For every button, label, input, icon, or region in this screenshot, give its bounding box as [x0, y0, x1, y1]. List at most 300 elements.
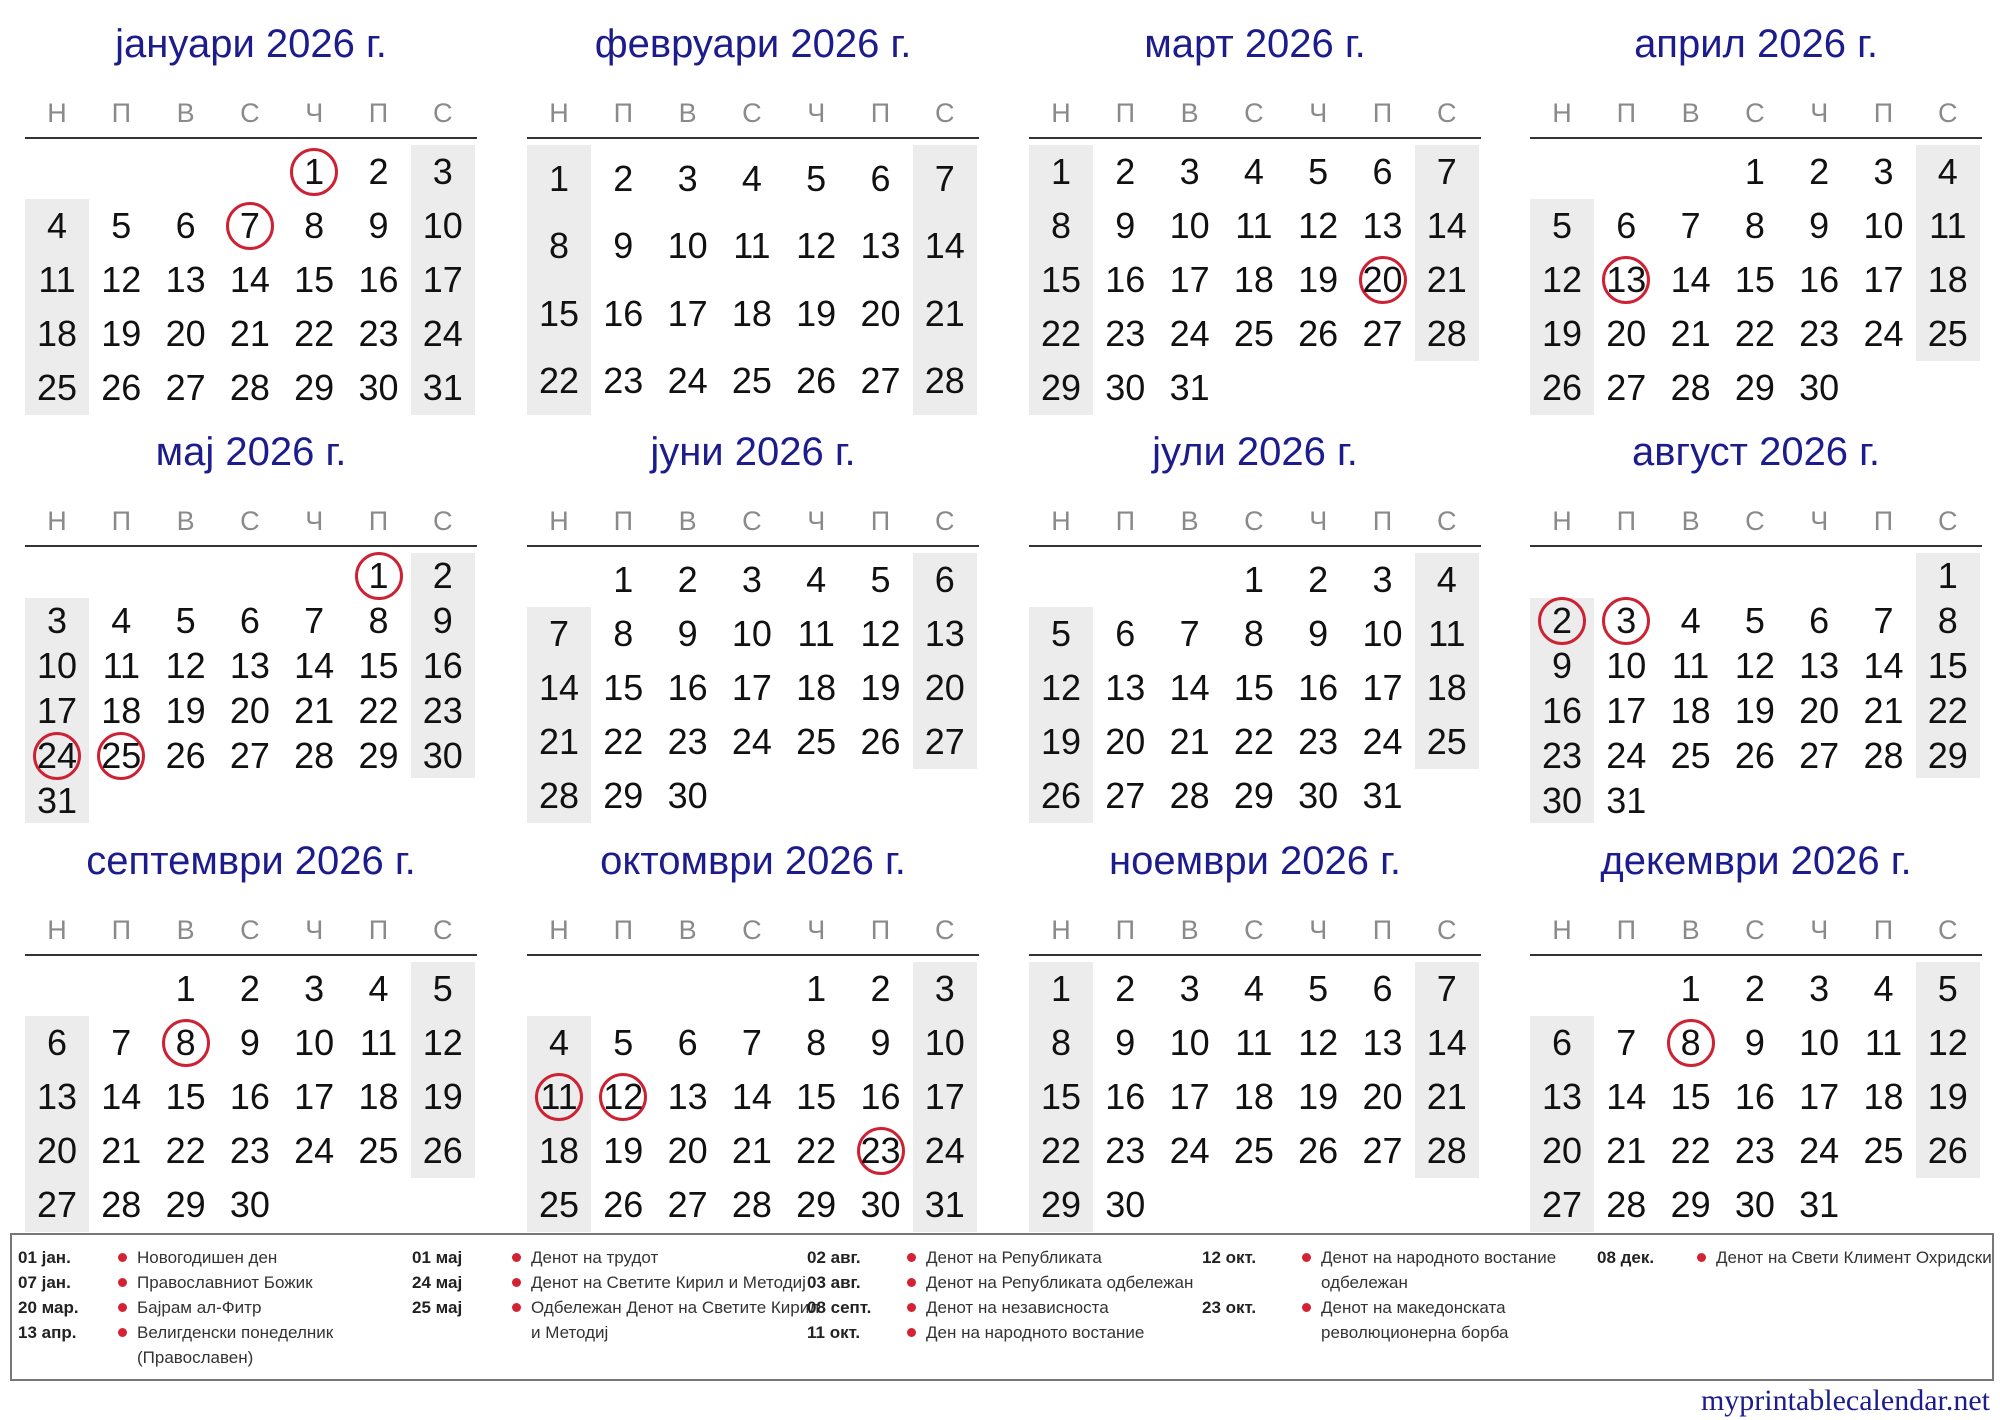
weekday-label: Ч: [1810, 915, 1829, 945]
weekday-label: С: [1938, 98, 1958, 128]
day-cell: 25: [36, 367, 78, 408]
day-cell: 13: [1362, 205, 1403, 246]
day-cell: 30: [1541, 779, 1583, 821]
day-cell: 13: [924, 613, 965, 654]
weekday-label: С: [1244, 915, 1264, 945]
day-cell: 16: [603, 292, 644, 334]
day-cell: 16: [667, 667, 708, 708]
day-cell: 1: [304, 151, 325, 192]
day-cell: 24: [1799, 1130, 1840, 1171]
day-cell: 18: [538, 1130, 580, 1171]
legend-bullet: [907, 1303, 916, 1312]
day-cell: 13: [36, 1076, 78, 1117]
legend-date: 08 дек.: [1597, 1248, 1655, 1267]
day-cell: 8: [613, 613, 634, 654]
day-cell: 29: [1670, 1184, 1711, 1225]
day-cell: 13: [1541, 1076, 1583, 1117]
weekday-label: В: [1180, 98, 1199, 128]
month-calendar: [527, 15, 979, 415]
day-cell: 1: [613, 559, 634, 600]
day-cell: 24: [1169, 313, 1210, 354]
day-cell: 27: [1105, 775, 1146, 816]
day-cell: 19: [422, 1076, 463, 1117]
day-cell: 4: [806, 559, 827, 600]
day-cell: 29: [1927, 734, 1968, 776]
day-cell: 14: [229, 259, 270, 300]
day-cell: 21: [731, 1130, 772, 1171]
legend-bullet: [118, 1328, 127, 1337]
day-cell: 6: [1616, 205, 1637, 246]
weekday-label: С: [1938, 915, 1958, 945]
weekday-label: Н: [1552, 98, 1572, 128]
day-cell: 9: [432, 599, 453, 641]
weekday-label: Ч: [1309, 98, 1328, 128]
day-cell: 12: [1541, 259, 1583, 300]
day-cell: 20: [1362, 259, 1403, 300]
legend-text: Православниот Божик: [137, 1273, 313, 1292]
legend-text: Денот на Светите Кирил и Методиј: [531, 1273, 806, 1292]
day-cell: 3: [1873, 151, 1894, 192]
day-cell: 4: [1680, 599, 1701, 641]
legend-text: Ден на народното востание: [926, 1323, 1145, 1342]
day-cell: 27: [667, 1184, 708, 1225]
weekday-label: Н: [1552, 506, 1572, 536]
day-cell: 11: [38, 259, 76, 300]
day-cell: 8: [368, 599, 389, 641]
day-cell: 5: [870, 559, 891, 600]
legend-bullet: [118, 1278, 127, 1287]
day-cell: 9: [1744, 1022, 1765, 1063]
weekday-label: С: [433, 915, 453, 945]
weekday-label: П: [1616, 98, 1636, 128]
weekday-label: П: [613, 98, 633, 128]
day-cell: 14: [538, 667, 580, 708]
day-cell: 20: [924, 667, 965, 708]
day-cell: 17: [1169, 1076, 1210, 1117]
day-cell: 28: [1606, 1184, 1647, 1225]
day-cell: 3: [1372, 559, 1393, 600]
holiday-legend: [10, 1233, 1994, 1381]
month-title: мај 2026 г.: [155, 430, 347, 474]
legend-bullet: [907, 1278, 916, 1287]
day-cell: 31: [36, 779, 78, 821]
header-rule: [1029, 137, 1481, 139]
day-cell: 16: [229, 1076, 270, 1117]
weekday-label: С: [1244, 506, 1264, 536]
header-rule: [1530, 137, 1982, 139]
day-cell: 2: [677, 559, 698, 600]
day-cell: 26: [1927, 1130, 1968, 1171]
day-cell: 26: [101, 367, 142, 408]
day-cell: 14: [1169, 667, 1210, 708]
day-cell: 4: [1243, 151, 1264, 192]
day-cell: 1: [175, 968, 196, 1009]
day-cell: 23: [358, 313, 399, 354]
day-cell: 25: [796, 721, 837, 762]
day-cell: 15: [1927, 644, 1968, 686]
month-calendar: [1530, 423, 1982, 823]
day-cell: 6: [1115, 613, 1136, 654]
day-cell: 22: [294, 313, 335, 354]
day-cell: 30: [1799, 367, 1840, 408]
day-cell: 10: [1362, 613, 1403, 654]
weekday-label: П: [111, 915, 131, 945]
day-cell: 9: [1551, 644, 1573, 686]
weekday-label: Ч: [807, 915, 826, 945]
day-cell: 14: [1863, 644, 1904, 686]
day-cell: 22: [165, 1130, 206, 1171]
day-cell: 20: [860, 292, 901, 334]
day-cell: 21: [924, 292, 965, 334]
day-cell: 23: [1734, 1130, 1775, 1171]
weekday-label: П: [1115, 506, 1135, 536]
month-title: декември 2026 г.: [1600, 839, 1912, 883]
day-cell: 3: [1179, 151, 1200, 192]
day-cell: 25: [1233, 313, 1274, 354]
legend-text: Денот на трудот: [531, 1248, 659, 1267]
day-cell: 24: [1362, 721, 1403, 762]
day-cell: 28: [1426, 1130, 1467, 1171]
day-cell: 11: [1235, 1022, 1273, 1063]
day-cell: 29: [1040, 1184, 1082, 1225]
day-cell: 21: [1426, 259, 1467, 300]
day-cell: 5: [1551, 205, 1573, 246]
site-watermark[interactable]: myprintablecalendar.net: [1700, 1384, 1990, 1417]
day-cell: 8: [548, 225, 570, 267]
legend-text: Денот на Републиката одбележан: [926, 1273, 1194, 1292]
weekday-label: П: [368, 98, 389, 128]
legend-bullet: [118, 1253, 127, 1262]
day-cell: 12: [165, 644, 206, 686]
day-cell: 4: [111, 599, 132, 641]
day-cell: 22: [1734, 313, 1775, 354]
day-cell: 27: [229, 734, 270, 776]
day-cell: 25: [731, 360, 772, 402]
day-cell: 24: [731, 721, 772, 762]
day-cell: 2: [613, 157, 634, 199]
day-cell: 13: [1105, 667, 1146, 708]
month-calendar: [1029, 15, 1481, 415]
day-cell: 23: [860, 1130, 901, 1171]
day-cell: 22: [1040, 313, 1082, 354]
month-title: март 2026 г.: [1144, 22, 1366, 66]
day-cell: 13: [1799, 644, 1840, 686]
day-cell: 17: [1606, 689, 1647, 731]
day-cell: 6: [677, 1022, 698, 1063]
day-cell: 22: [796, 1130, 837, 1171]
day-cell: 11: [1929, 205, 1967, 246]
weekday-label: Ч: [1309, 915, 1328, 945]
day-cell: 31: [1362, 775, 1403, 816]
day-cell: 25: [101, 734, 142, 776]
legend-bullet: [907, 1253, 916, 1262]
day-cell: 5: [1050, 613, 1072, 654]
day-cell: 15: [603, 667, 644, 708]
day-cell: 17: [294, 1076, 335, 1117]
day-cell: 1: [1050, 151, 1072, 192]
day-cell: 16: [1298, 667, 1339, 708]
day-cell: 10: [1863, 205, 1904, 246]
day-cell: 16: [422, 644, 463, 686]
header-rule: [1530, 954, 1982, 956]
day-cell: 1: [1243, 559, 1264, 600]
day-cell: 18: [36, 313, 78, 354]
weekday-label: Ч: [807, 506, 826, 536]
day-cell: 2: [432, 554, 453, 596]
weekday-label: С: [240, 915, 260, 945]
day-cell: 10: [294, 1022, 335, 1063]
day-cell: 16: [358, 259, 399, 300]
day-cell: 13: [860, 225, 901, 267]
day-cell: 25: [1863, 1130, 1904, 1171]
day-cell: 4: [741, 157, 762, 199]
legend-text: Одбележан Денот на Светите Кирил и Методиј: [531, 1298, 820, 1342]
day-cell: 1: [806, 968, 827, 1009]
day-cell: 24: [924, 1130, 965, 1171]
day-cell: 4: [1937, 151, 1958, 192]
day-cell: 5: [432, 968, 453, 1009]
day-cell: 9: [1809, 205, 1830, 246]
day-cell: 26: [1541, 367, 1583, 408]
weekday-label: Н: [549, 506, 569, 536]
day-cell: 23: [1105, 1130, 1146, 1171]
legend-date: 07 јан.: [18, 1273, 71, 1292]
day-cell: 6: [239, 599, 260, 641]
header-rule: [527, 545, 979, 547]
day-cell: 21: [1670, 313, 1711, 354]
day-cell: 18: [358, 1076, 399, 1117]
legend-text: Денот на Свети Климент Охридски: [1716, 1248, 1992, 1267]
day-cell: 2: [1551, 599, 1573, 641]
day-cell: 4: [1436, 559, 1457, 600]
weekday-label: С: [1244, 98, 1264, 128]
day-cell: 28: [101, 1184, 142, 1225]
day-cell: 22: [1040, 1130, 1082, 1171]
day-cell: 28: [1670, 367, 1711, 408]
day-cell: 2: [1744, 968, 1765, 1009]
weekday-label: П: [1873, 98, 1894, 128]
day-cell: 15: [165, 1076, 206, 1117]
day-cell: 23: [667, 721, 708, 762]
day-cell: 3: [741, 559, 762, 600]
day-cell: 20: [667, 1130, 708, 1171]
legend-date: 23 окт.: [1202, 1298, 1257, 1317]
day-cell: 10: [924, 1022, 965, 1063]
day-cell: 29: [603, 775, 644, 816]
day-cell: 26: [860, 721, 901, 762]
weekday-label: Ч: [305, 915, 324, 945]
day-cell: 4: [1873, 968, 1894, 1009]
day-cell: 15: [1233, 667, 1274, 708]
day-cell: 3: [432, 151, 453, 192]
legend-bullet: [1302, 1303, 1311, 1312]
day-cell: 27: [860, 360, 901, 402]
day-cell: 18: [1233, 1076, 1274, 1117]
month-title: октомври 2026 г.: [600, 839, 906, 883]
day-cell: 31: [1169, 367, 1210, 408]
day-cell: 10: [1169, 205, 1210, 246]
day-cell: 24: [1863, 313, 1904, 354]
weekday-label: П: [368, 915, 389, 945]
weekday-label: С: [935, 506, 955, 536]
day-cell: 4: [1243, 968, 1264, 1009]
day-cell: 12: [603, 1076, 644, 1117]
day-cell: 19: [860, 667, 901, 708]
day-cell: 28: [731, 1184, 772, 1225]
weekday-label: П: [613, 506, 633, 536]
day-cell: 29: [1734, 367, 1775, 408]
day-cell: 29: [1040, 367, 1082, 408]
day-cell: 17: [1863, 259, 1904, 300]
weekday-label: Ч: [1810, 506, 1829, 536]
day-cell: 3: [1179, 968, 1200, 1009]
day-cell: 11: [797, 613, 835, 654]
day-cell: 12: [101, 259, 142, 300]
day-cell: 23: [422, 689, 463, 731]
day-cell: 31: [1606, 779, 1647, 821]
day-cell: 21: [294, 689, 335, 731]
day-cell: 20: [1799, 689, 1840, 731]
day-cell: 27: [1362, 313, 1403, 354]
weekday-label: П: [111, 98, 131, 128]
day-cell: 5: [1744, 599, 1765, 641]
weekday-label: В: [176, 915, 195, 945]
header-rule: [1029, 545, 1481, 547]
weekday-label: П: [613, 915, 633, 945]
weekday-label: В: [678, 915, 697, 945]
day-cell: 16: [1541, 689, 1583, 731]
day-cell: 14: [1426, 1022, 1467, 1063]
day-cell: 24: [422, 313, 463, 354]
weekday-label: Ч: [305, 98, 324, 128]
day-cell: 17: [36, 689, 78, 731]
month-calendar: [1029, 423, 1481, 823]
legend-text: Денот на Републиката: [926, 1248, 1102, 1267]
day-cell: 9: [613, 225, 634, 267]
day-cell: 17: [1169, 259, 1210, 300]
day-cell: 25: [1233, 1130, 1274, 1171]
day-cell: 4: [46, 205, 68, 246]
day-cell: 14: [294, 644, 335, 686]
day-cell: 8: [1050, 205, 1072, 246]
day-cell: 17: [1362, 667, 1403, 708]
legend-bullet: [512, 1253, 521, 1262]
day-cell: 30: [422, 734, 463, 776]
day-cell: 18: [731, 292, 772, 334]
day-cell: 23: [1799, 313, 1840, 354]
day-cell: 29: [165, 1184, 206, 1225]
weekday-label: П: [111, 506, 131, 536]
month-title: јули 2026 г.: [1152, 430, 1358, 474]
day-cell: 14: [731, 1076, 772, 1117]
day-cell: 4: [548, 1022, 570, 1063]
legend-text: Денот на независноста: [926, 1298, 1109, 1317]
day-cell: 12: [1298, 1022, 1339, 1063]
day-cell: 22: [1233, 721, 1274, 762]
day-cell: 14: [924, 225, 965, 267]
weekday-label: С: [1745, 915, 1765, 945]
day-cell: 7: [548, 613, 570, 654]
weekday-label: Н: [1051, 915, 1071, 945]
day-cell: 8: [1243, 613, 1264, 654]
day-cell: 30: [1105, 367, 1146, 408]
day-cell: 23: [603, 360, 644, 402]
day-cell: 30: [1105, 1184, 1146, 1225]
day-cell: 3: [46, 599, 68, 641]
day-cell: 2: [870, 968, 891, 1009]
day-cell: 8: [1050, 1022, 1072, 1063]
weekday-label: С: [1437, 98, 1457, 128]
day-cell: 6: [934, 559, 955, 600]
day-cell: 12: [1927, 1022, 1968, 1063]
day-cell: 13: [667, 1076, 708, 1117]
day-cell: 10: [422, 205, 463, 246]
day-cell: 16: [860, 1076, 901, 1117]
weekday-label: С: [742, 506, 762, 536]
day-cell: 3: [1809, 968, 1830, 1009]
day-cell: 9: [368, 205, 389, 246]
weekday-label: С: [240, 506, 260, 536]
legend-date: 02 авг.: [807, 1248, 861, 1267]
day-cell: 12: [1040, 667, 1082, 708]
day-cell: 21: [1426, 1076, 1467, 1117]
day-cell: 12: [796, 225, 837, 267]
day-cell: 23: [1105, 313, 1146, 354]
day-cell: 29: [294, 367, 335, 408]
day-cell: 18: [1233, 259, 1274, 300]
weekday-label: П: [1115, 915, 1135, 945]
day-cell: 6: [870, 157, 891, 199]
day-cell: 2: [1115, 151, 1136, 192]
day-cell: 12: [860, 613, 901, 654]
day-cell: 24: [1606, 734, 1647, 776]
day-cell: 20: [229, 689, 270, 731]
day-cell: 28: [1426, 313, 1467, 354]
day-cell: 21: [538, 721, 580, 762]
day-cell: 14: [1606, 1076, 1647, 1117]
day-cell: 26: [422, 1130, 463, 1171]
day-cell: 8: [1937, 599, 1958, 641]
day-cell: 20: [1541, 1130, 1583, 1171]
day-cell: 5: [1308, 151, 1329, 192]
month-title: јуни 2026 г.: [650, 430, 856, 474]
weekday-label: С: [433, 98, 453, 128]
day-cell: 7: [304, 599, 325, 641]
day-cell: 19: [101, 313, 142, 354]
day-cell: 2: [1809, 151, 1830, 192]
day-cell: 5: [175, 599, 196, 641]
month-calendar: [25, 15, 477, 415]
day-cell: 7: [111, 1022, 132, 1063]
day-cell: 2: [368, 151, 389, 192]
day-cell: 21: [1863, 689, 1904, 731]
day-cell: 5: [806, 157, 827, 199]
weekday-label: Ч: [1309, 506, 1328, 536]
day-cell: 7: [1680, 205, 1701, 246]
day-cell: 14: [1426, 205, 1467, 246]
day-cell: 1: [1680, 968, 1701, 1009]
day-cell: 28: [1863, 734, 1904, 776]
day-cell: 15: [1670, 1076, 1711, 1117]
header-rule: [1029, 954, 1481, 956]
legend-date: 25 мај: [412, 1298, 463, 1317]
day-cell: 22: [1927, 689, 1968, 731]
day-cell: 19: [1541, 313, 1583, 354]
weekday-label: П: [1873, 506, 1894, 536]
day-cell: 8: [1680, 1022, 1701, 1063]
weekday-label: С: [742, 98, 762, 128]
weekday-label: П: [870, 98, 891, 128]
